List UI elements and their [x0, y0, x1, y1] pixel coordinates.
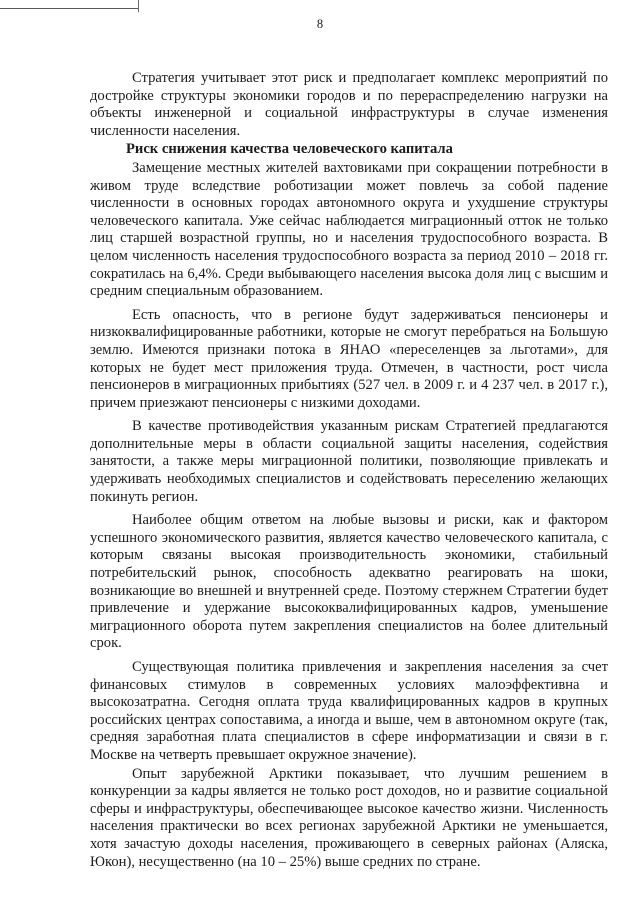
paragraph-countermeasures: В качестве противодействия указанным рискам Стратегией предлагаются дополнительные меры в области социальной защиты населения, содействия занятости, а также меры миграционной политики, позволяющие привлекать и удерживать необходимых специалистов и содействовать переселению желающих покинуть регион.	[90, 418, 608, 505]
document-body	[90, 70, 608, 872]
page-number: 8	[316, 17, 324, 31]
section-heading: Риск снижения качества человеческого капитала	[126, 141, 453, 158]
scan-edge-line	[0, 8, 138, 9]
paragraph-financial-incentives: Существующая политика привлечения и закрепления населения за счет финансовых стимулов в современных условиях малоэффективна и высокозатратна. Сегодня оплата труда квалифицированных кадров в крупных российских центрах сопоставима, а иногда и выше, чем в автономном округе (так, средняя заработная плата специалистов в сфере информатизации и связи в г. Москве на четверть превышает окружное значение).	[90, 659, 608, 763]
paragraph-human-capital: Наиболее общим ответом на любые вызовы и риски, как и фактором успешного экономического развития, является качество человеческого капитала, с которым связаны высокая производительность экономики, стабильный потребительский рынок, способность адекватно реагировать на шоки, возникающие во внешней и внутренней среде. Поэтому стержнем Стратегии будет привлечение и удержание высококвалифицированных кадров, уменьшение миграционного оборота путем закрепления специалистов на более длительный срок.	[90, 512, 608, 652]
paragraph-shift-workers: Замещение местных жителей вахтовиками при сокращении потребности в живом труде вследствие роботизации может повлечь за собой падение численности в основных городах автономного округа и ухудшение структуры человеческого капитала. Уже сейчас наблюдается миграционный отток не только лиц старшей возрастной группы, но и населения трудоспособного возраста. В целом численность населения трудоспособного возраста за период 2010 – 2018 гг. сократилась на 6,4%. Среди выбывающего населения высока доля лиц с высшим и средним специальным образованием.	[90, 159, 608, 300]
paragraph-arctic-experience: Опыт зарубежной Арктики показывает, что лучшим решением в конкуренции за кадры является не только рост доходов, но и развитие социальной сферы и инфраструктуры, обеспечивающее высокое качество жизни. Численность населения практически во всех регионах зарубежной Арктики не уменьшается, хотя зачастую доходы населения, проживающего в северных районах (Аляска, Юкон), несущественно (на 10 – 25%) выше средних по стране.	[90, 765, 608, 870]
paragraph-pensioners: Есть опасность, что в регионе будут задерживаться пенсионеры и низкоквалифицированные работники, которые не смогут перебраться на Большую землю. Имеются признаки потока в ЯНАО «переселенцев за льготами», для которых не будет мест приложения труда. Отмечен, в частности, рост числа пенсионеров в миграционных прибытиях (527 чел. в 2009 г. и 4 237 чел. в 2017 г.), причем приезжают пенсионеры с низкими доходами.	[90, 306, 608, 411]
scan-edge-tick	[138, 0, 139, 12]
paragraph-strategy-note: Стратегия учитывает этот риск и предполагает комплекс мероприятий по достройке структуры экономики городов и по перераспределению нагрузки на объекты инженерной и социальной инфраструктуры в случае изменения численности населения.	[90, 70, 608, 139]
